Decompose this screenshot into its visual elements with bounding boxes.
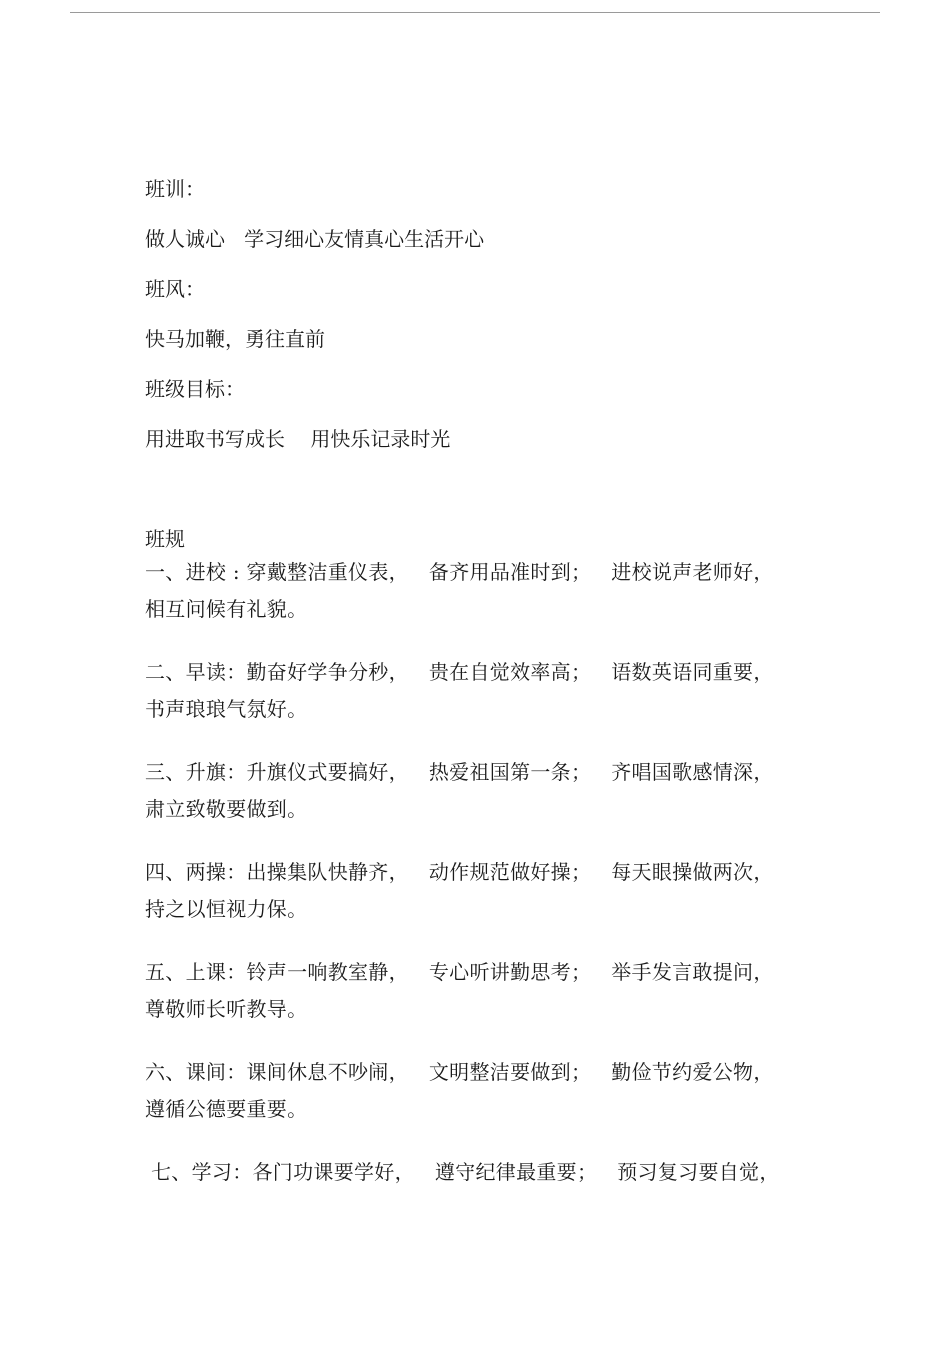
rule-line: 七、学习：各门功课要学好， 遵守纪律最重要； 预习复习要自觉，	[151, 1160, 780, 1184]
rules-heading: 班规	[145, 527, 185, 551]
rule-line: 遵循公德要重要。	[145, 1097, 308, 1121]
rule-line: 四、两操：出操集队快静齐， 动作规范做好操； 每天眼操做两次，	[145, 860, 774, 884]
rule-line: 二、早读：勤奋好学争分秒， 贵在自觉效率高； 语数英语同重要，	[145, 660, 774, 684]
class-goal-text: 用进取书写成长 用快乐记录时光	[145, 427, 451, 451]
document-body	[145, 174, 825, 1191]
rule-line: 尊敬师长听教导。	[145, 997, 308, 1021]
class-style-heading: 班风：	[145, 277, 205, 301]
rule-item	[145, 654, 825, 728]
rule-line: 持之以恒视力保。	[145, 897, 308, 921]
class-style-text: 快马加鞭，勇往直前	[145, 327, 325, 351]
class-motto-text: 做人诚心 学习细心友情真心生活开心	[145, 227, 485, 251]
header-rule	[70, 12, 880, 13]
rule-item	[145, 954, 825, 1028]
rule-item	[145, 1054, 825, 1128]
class-motto-heading: 班训：	[145, 177, 205, 201]
rule-line: 五、上课：铃声一响教室静， 专心听讲勤思考； 举手发言敢提问，	[145, 960, 774, 984]
rule-line: 书声琅琅气氛好。	[145, 697, 308, 721]
class-goal-heading: 班级目标：	[145, 377, 245, 401]
rule-line: 相互问候有礼貌。	[145, 597, 308, 621]
rule-item	[151, 1154, 825, 1191]
rule-line: 三、升旗：升旗仪式要搞好， 热爱祖国第一条； 齐唱国歌感情深，	[145, 760, 774, 784]
rule-item	[145, 854, 825, 928]
rule-item	[145, 554, 825, 628]
rule-item	[145, 754, 825, 828]
rule-line: 一、进校 : 穿戴整洁重仪表， 备齐用品准时到； 进校说声老师好，	[145, 560, 774, 584]
rule-line: 肃立致敬要做到。	[145, 797, 308, 821]
rule-line: 六、课间：课间休息不吵闹， 文明整洁要做到； 勤俭节约爱公物，	[145, 1060, 774, 1084]
